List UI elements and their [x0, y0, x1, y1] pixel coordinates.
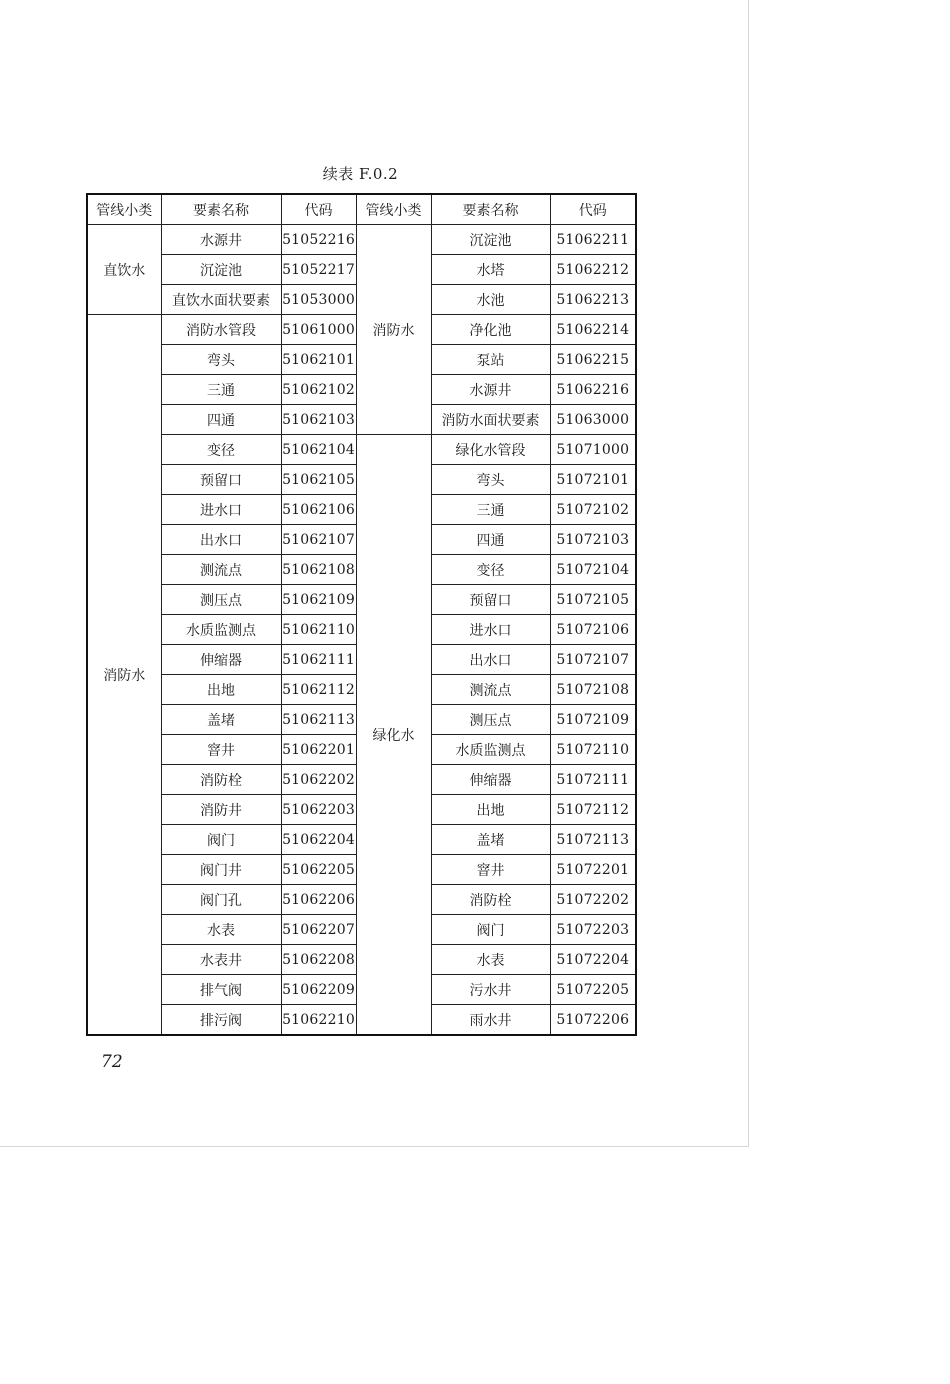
left-element-name-cell: 水质监测点 — [161, 615, 281, 645]
right-code-cell: 51062214 — [550, 315, 636, 345]
table-row — [87, 225, 636, 255]
left-category-cell: 直饮水 — [87, 225, 161, 315]
right-code-cell: 51072205 — [550, 975, 636, 1005]
right-code-cell: 51072105 — [550, 585, 636, 615]
left-element-name-cell: 弯头 — [161, 345, 281, 375]
left-code-cell: 51052217 — [281, 255, 356, 285]
left-element-name-cell: 阀门井 — [161, 855, 281, 885]
right-code-cell: 51072102 — [550, 495, 636, 525]
left-element-name-cell: 测压点 — [161, 585, 281, 615]
left-element-name-cell: 测流点 — [161, 555, 281, 585]
right-category-cell: 消防水 — [356, 225, 431, 435]
right-code-cell: 51072110 — [550, 735, 636, 765]
left-element-name-cell: 沉淀池 — [161, 255, 281, 285]
left-code-cell: 51062202 — [281, 765, 356, 795]
left-category-cell: 消防水 — [87, 315, 161, 1036]
left-code-cell: 51062206 — [281, 885, 356, 915]
left-code-cell: 51062110 — [281, 615, 356, 645]
left-code-cell: 51062209 — [281, 975, 356, 1005]
left-element-name-cell: 阀门 — [161, 825, 281, 855]
left-code-cell: 51062108 — [281, 555, 356, 585]
right-code-cell: 51062213 — [550, 285, 636, 315]
right-code-cell: 51062211 — [550, 225, 636, 255]
right-element-name-cell: 三通 — [431, 495, 550, 525]
left-code-cell: 51062107 — [281, 525, 356, 555]
right-code-cell: 51072101 — [550, 465, 636, 495]
right-code-cell: 51072104 — [550, 555, 636, 585]
right-code-cell: 51072107 — [550, 645, 636, 675]
table-body — [87, 225, 636, 1036]
right-category-cell: 绿化水 — [356, 435, 431, 1036]
right-element-name-cell: 水塔 — [431, 255, 550, 285]
left-code-cell: 51052216 — [281, 225, 356, 255]
right-element-name-cell: 四通 — [431, 525, 550, 555]
right-element-name-cell: 沉淀池 — [431, 225, 550, 255]
header-left-category: 管线小类 — [87, 194, 161, 225]
left-element-name-cell: 水表 — [161, 915, 281, 945]
right-code-cell: 51072204 — [550, 945, 636, 975]
right-code-cell: 51072108 — [550, 675, 636, 705]
right-code-cell: 51062215 — [550, 345, 636, 375]
right-element-name-cell: 出地 — [431, 795, 550, 825]
left-code-cell: 51062101 — [281, 345, 356, 375]
left-element-name-cell: 三通 — [161, 375, 281, 405]
right-code-cell: 51062216 — [550, 375, 636, 405]
right-element-name-cell: 水表 — [431, 945, 550, 975]
right-code-cell: 51072206 — [550, 1005, 636, 1036]
right-element-name-cell: 测压点 — [431, 705, 550, 735]
left-code-cell: 51062201 — [281, 735, 356, 765]
header-left-code: 代码 — [281, 194, 356, 225]
left-element-name-cell: 进水口 — [161, 495, 281, 525]
left-element-name-cell: 变径 — [161, 435, 281, 465]
header-right-element-name: 要素名称 — [431, 194, 550, 225]
header-right-code: 代码 — [550, 194, 636, 225]
left-element-name-cell: 四通 — [161, 405, 281, 435]
left-element-name-cell: 盖堵 — [161, 705, 281, 735]
header-right-category: 管线小类 — [356, 194, 431, 225]
left-element-name-cell: 直饮水面状要素 — [161, 285, 281, 315]
right-code-cell: 51072103 — [550, 525, 636, 555]
right-element-name-cell: 阀门 — [431, 915, 550, 945]
right-element-name-cell: 进水口 — [431, 615, 550, 645]
right-code-cell: 51072113 — [550, 825, 636, 855]
right-element-name-cell: 消防栓 — [431, 885, 550, 915]
left-code-cell: 51062106 — [281, 495, 356, 525]
right-element-name-cell: 盖堵 — [431, 825, 550, 855]
right-element-name-cell: 泵站 — [431, 345, 550, 375]
right-code-cell: 51072203 — [550, 915, 636, 945]
table-header-row — [87, 194, 636, 225]
table-caption: 续表 F.0.2 — [322, 165, 399, 183]
right-code-cell: 51063000 — [550, 405, 636, 435]
right-code-cell: 51072112 — [550, 795, 636, 825]
right-element-name-cell: 变径 — [431, 555, 550, 585]
right-element-name-cell: 消防水面状要素 — [431, 405, 550, 435]
left-element-name-cell: 出地 — [161, 675, 281, 705]
left-element-name-cell: 排污阀 — [161, 1005, 281, 1036]
header-left-element-name: 要素名称 — [161, 194, 281, 225]
right-element-name-cell: 水源井 — [431, 375, 550, 405]
right-code-cell: 51072109 — [550, 705, 636, 735]
code-table — [86, 193, 637, 1036]
left-code-cell: 51062104 — [281, 435, 356, 465]
left-code-cell: 51062203 — [281, 795, 356, 825]
right-element-name-cell: 净化池 — [431, 315, 550, 345]
right-code-cell: 51062212 — [550, 255, 636, 285]
right-code-cell: 51072111 — [550, 765, 636, 795]
left-element-name-cell: 阀门孔 — [161, 885, 281, 915]
right-element-name-cell: 水质监测点 — [431, 735, 550, 765]
right-element-name-cell: 测流点 — [431, 675, 550, 705]
page-number: 72 — [101, 1052, 123, 1072]
right-code-cell: 51072106 — [550, 615, 636, 645]
left-element-name-cell: 窨井 — [161, 735, 281, 765]
right-element-name-cell: 出水口 — [431, 645, 550, 675]
right-element-name-cell: 弯头 — [431, 465, 550, 495]
table-row — [87, 435, 636, 465]
right-element-name-cell: 污水井 — [431, 975, 550, 1005]
left-code-cell: 51062113 — [281, 705, 356, 735]
left-element-name-cell: 消防井 — [161, 795, 281, 825]
right-element-name-cell: 水池 — [431, 285, 550, 315]
right-code-cell: 51072201 — [550, 855, 636, 885]
left-code-cell: 51062103 — [281, 405, 356, 435]
left-element-name-cell: 预留口 — [161, 465, 281, 495]
left-element-name-cell: 伸缩器 — [161, 645, 281, 675]
left-code-cell: 51062205 — [281, 855, 356, 885]
right-code-cell: 51071000 — [550, 435, 636, 465]
left-code-cell: 51062210 — [281, 1005, 356, 1036]
right-element-name-cell: 窨井 — [431, 855, 550, 885]
left-element-name-cell: 消防栓 — [161, 765, 281, 795]
left-element-name-cell: 出水口 — [161, 525, 281, 555]
right-code-cell: 51072202 — [550, 885, 636, 915]
left-code-cell: 51053000 — [281, 285, 356, 315]
left-code-cell: 51062112 — [281, 675, 356, 705]
left-code-cell: 51062102 — [281, 375, 356, 405]
right-element-name-cell: 预留口 — [431, 585, 550, 615]
left-element-name-cell: 排气阀 — [161, 975, 281, 1005]
left-element-name-cell: 水表井 — [161, 945, 281, 975]
left-element-name-cell: 水源井 — [161, 225, 281, 255]
left-code-cell: 51062208 — [281, 945, 356, 975]
left-code-cell: 51061000 — [281, 315, 356, 345]
left-code-cell: 51062109 — [281, 585, 356, 615]
right-element-name-cell: 雨水井 — [431, 1005, 550, 1036]
right-element-name-cell: 伸缩器 — [431, 765, 550, 795]
left-code-cell: 51062111 — [281, 645, 356, 675]
left-element-name-cell: 消防水管段 — [161, 315, 281, 345]
left-code-cell: 51062105 — [281, 465, 356, 495]
left-code-cell: 51062207 — [281, 915, 356, 945]
left-code-cell: 51062204 — [281, 825, 356, 855]
right-element-name-cell: 绿化水管段 — [431, 435, 550, 465]
